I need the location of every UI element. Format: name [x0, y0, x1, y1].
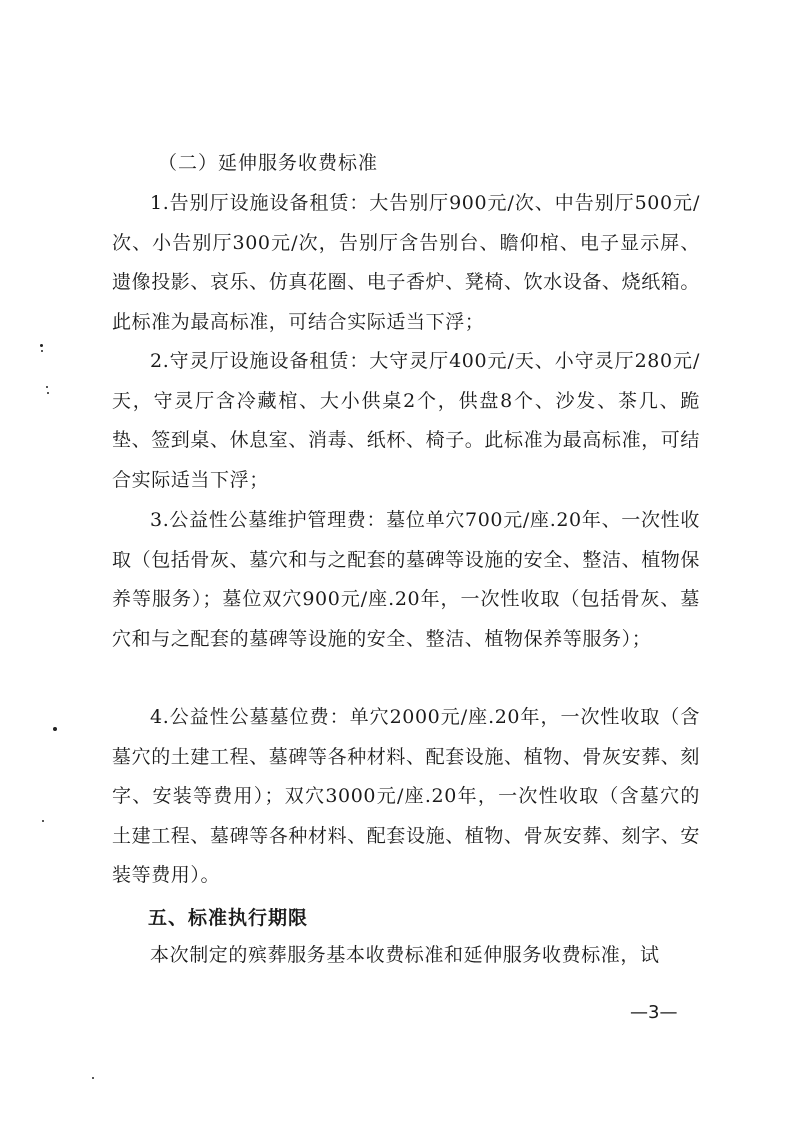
scan-speck: [42, 820, 44, 822]
scan-speck: [41, 350, 43, 352]
paragraph-cemetery-maintenance-fee: 3.公益性公墓维护管理费：墓位单穴700元/座.20年、一次性收取（包括骨灰、墓穴和与之配套的墓碑等设施的安全、整洁、植物保养等服务）；墓位双穴900元/座.20年，一次性收取（包括骨灰、墓穴和与之配套的墓碑等设施的安全、整洁、植物保养等服务）；: [112, 509, 701, 650]
scan-speck: [46, 386, 48, 388]
section-heading-extended-services: （二）延伸服务收费标准: [158, 152, 379, 174]
scan-speck: [53, 727, 57, 731]
scan-speck: [47, 392, 49, 394]
paragraph-farewell-hall-rental: 1.告别厅设施设备租赁：大告别厅900元/次、中告别厅500元/次、小告别厅300元/次，告别厅含告别台、瞻仰棺、电子显示屏、遗像投影、哀乐、仿真花圈、电子香炉、凳椅、饮水设备、烧纸箱。此标准为最高标准，可结合实际适当下浮；: [112, 192, 701, 333]
scan-speck: [92, 1077, 94, 1079]
scan-speck: [40, 344, 43, 347]
section-heading-execution-period: 五、标准执行期限: [148, 907, 309, 929]
paragraph-closing: 本次制定的殡葬服务基本收费标准和延伸服务收费标准，试: [150, 944, 660, 966]
page-number: —3—: [630, 1002, 678, 1023]
paragraph-cemetery-plot-fee: 4.公益性公墓墓位费：单穴2000元/座.20年，一次性收取（含墓穴的土建工程、墓碑等各种材料、配套设施、植物、骨灰安葬、刻字、安装等费用）；双穴3000元/座.20年，一次性收取（含墓穴的土建工程、墓碑等各种材料、配套设施、植物、骨灰安葬、刻字、安装等费用）。: [112, 706, 701, 887]
paragraph-vigil-hall-rental: 2.守灵厅设施设备租赁：大守灵厅400元/天、小守灵厅280元/天，守灵厅含冷藏棺、大小供桌2个，供盘8个、沙发、茶几、跪垫、签到桌、休息室、消毒、纸杯、椅子。此标准为最高标准，可结合实际适当下浮；: [112, 350, 701, 491]
